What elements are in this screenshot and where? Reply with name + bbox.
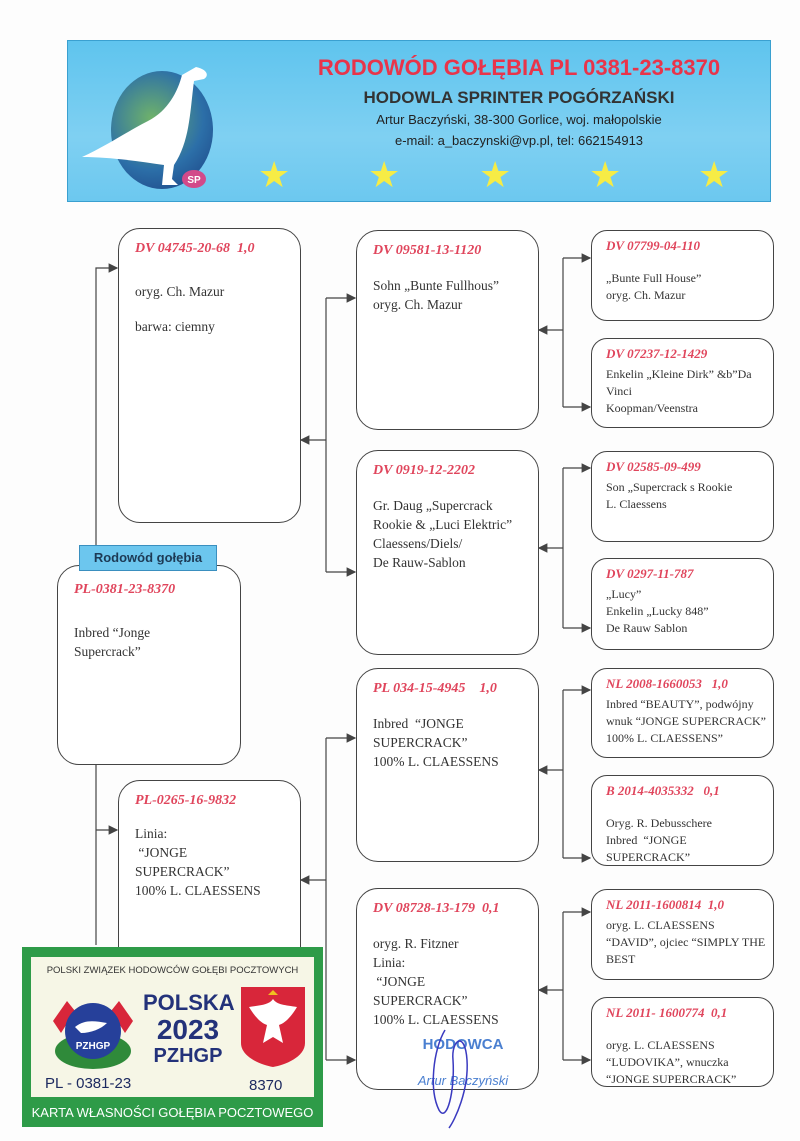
pzhgp-emblem-icon xyxy=(45,981,141,1073)
note: Gr. Daug „Supercrack xyxy=(373,498,493,513)
ring-number: DV 0297-11-787 xyxy=(606,566,694,581)
note: „Lucy” xyxy=(606,587,642,601)
great-grandparent-box xyxy=(591,230,774,321)
pedigree-title: RODOWÓD GOŁĘBIA PL 0381-23-8370 xyxy=(317,55,721,80)
ring-number: DV 0919-12-2202 xyxy=(373,463,476,478)
ring-number: NL 2008-1660053 1,0 xyxy=(606,676,728,691)
ring-number: DV 02585-09-499 xyxy=(606,459,701,474)
note: wnuk “JONGE SUPERCRACK” xyxy=(606,714,767,728)
great-grandparent-box xyxy=(591,451,774,542)
logo-text: SP xyxy=(187,175,201,186)
note: oryg. L. CLAESSENS xyxy=(606,918,715,932)
great-grandparent-box xyxy=(591,889,774,980)
grandparent-box xyxy=(356,230,539,430)
ring-number: PL-0381-23-8370 xyxy=(74,582,176,597)
note: “DAVID”, ojciec “SIMPLY THE xyxy=(606,935,766,949)
note: De Rauw Sablon xyxy=(606,621,688,635)
signature xyxy=(425,1020,475,1130)
note: Linia: xyxy=(373,955,406,970)
grandparent-box xyxy=(356,668,539,862)
star-icon: ★ xyxy=(368,155,401,195)
star-icon: ★ xyxy=(589,155,622,195)
subject-box xyxy=(57,565,241,765)
ring-number: DV 08728-13-179 0,1 xyxy=(373,901,500,916)
loft-name: HODOWLA SPRINTER POGÓRZAŃSKI xyxy=(363,88,675,107)
note: Rookie & „Luci Elektric” xyxy=(373,517,513,532)
ring-number: B 2014-4035332 0,1 xyxy=(606,783,720,798)
great-grandparent-box xyxy=(591,668,774,758)
note xyxy=(606,258,759,270)
note: De Rauw-Sablon xyxy=(373,555,466,570)
ring-number: DV 09581-13-1120 xyxy=(373,243,482,258)
ring-number: DV 04745-20-68 1,0 xyxy=(135,241,255,256)
note: Inbred “JONGE xyxy=(373,716,464,731)
note: Linia: xyxy=(135,826,168,841)
note: oryg. R. Fitzner xyxy=(373,936,459,951)
note: “JONGE xyxy=(135,845,188,860)
sire-box xyxy=(118,228,301,523)
card-number: 8370 xyxy=(249,1077,283,1094)
emblem-text: PZHGP xyxy=(75,1041,111,1052)
star-icon: ★ xyxy=(698,155,731,195)
ownership-card xyxy=(22,947,323,1127)
stamp-name: Artur Baczyński xyxy=(417,1073,509,1088)
star-icon: ★ xyxy=(479,155,512,195)
note: “LUDOVIKA”, wnuczka xyxy=(606,1055,729,1069)
note: BEST xyxy=(606,952,636,966)
great-grandparent-box xyxy=(591,775,774,866)
note: SUPERCRACK” xyxy=(373,735,468,750)
card-year: 2023 xyxy=(156,1014,220,1045)
note: Koopman/Veenstra xyxy=(606,401,698,415)
note: SUPERCRACK” xyxy=(373,993,468,1008)
note xyxy=(606,1025,759,1037)
star-icon: ★ xyxy=(258,155,291,195)
note: 100% L. CLAESSENS xyxy=(135,883,261,898)
note: 100% L. CLAESSENS xyxy=(373,754,499,769)
note: barwa: ciemny xyxy=(135,319,215,334)
card-ring: PL - 0381-23 xyxy=(45,1075,132,1092)
note: 100% L. CLAESSENS xyxy=(373,1012,499,1027)
note: oryg. Ch. Mazur xyxy=(135,284,225,299)
ring-number: PL-0265-16-9832 xyxy=(135,793,237,808)
address: Artur Baczyński, 38-300 Gorlice, woj. małopolskie xyxy=(376,112,662,127)
note: Enkelin „Lucky 848” xyxy=(606,604,709,618)
card-org: POLSKI ZWIĄZEK HODOWCÓW GOŁĘBI POCZTOWYCH xyxy=(46,965,299,976)
note: Vinci xyxy=(606,384,632,398)
polish-eagle-icon xyxy=(241,987,305,1067)
ring-number: NL 2011- 1600774 0,1 xyxy=(606,1005,728,1020)
great-grandparent-box xyxy=(591,558,774,650)
note: oryg. Ch. Mazur xyxy=(373,297,463,312)
note: „Bunte Full House” xyxy=(606,271,702,285)
note: Inbred “BEAUTY”, podwójny xyxy=(606,697,754,711)
note: “JONGE xyxy=(373,974,426,989)
note: Oryg. R. Debusschere xyxy=(606,816,712,830)
note: Supercrack” xyxy=(74,644,141,659)
note: Inbred “JONGE xyxy=(606,833,687,847)
card-abbr: PZHGP xyxy=(153,1045,223,1067)
note: L. Claessens xyxy=(606,497,667,511)
note: Enkelin „Kleine Dirk” &b”Da xyxy=(606,367,752,381)
note: SUPERCRACK” xyxy=(606,850,691,864)
note: Inbred “Jonge xyxy=(74,625,151,640)
card-country-year xyxy=(143,991,233,1067)
grandparent-box xyxy=(356,450,539,655)
ring-number: NL 2011-1600814 1,0 xyxy=(606,897,724,912)
note: Sohn „Bunte Fullhous” xyxy=(373,278,500,293)
ring-number: DV 07799-04-110 xyxy=(606,238,701,253)
contact: e-mail: a_baczynski@vp.pl, tel: 662154913 xyxy=(394,133,644,148)
note: 100% L. CLAESSENS” xyxy=(606,731,723,745)
ring-number: DV 07237-12-1429 xyxy=(606,346,708,361)
note: oryg. Ch. Mazur xyxy=(606,288,686,302)
note: Claessens/Diels/ xyxy=(373,536,463,551)
note: “JONGE SUPERCRACK” xyxy=(606,1072,737,1086)
great-grandparent-box xyxy=(591,338,774,428)
note xyxy=(606,803,759,815)
note: oryg. L. CLAESSENS xyxy=(606,1038,715,1052)
ring-number: PL 034-15-4945 1,0 xyxy=(373,681,497,696)
pedigree-label: Rodowód gołębia xyxy=(79,545,217,571)
great-grandparent-box xyxy=(591,997,774,1087)
card-footer: KARTA WŁASNOŚCI GOŁĘBIA POCZTOWEGO xyxy=(31,1105,314,1120)
card-country: POLSKA xyxy=(143,990,235,1015)
stamp-title: HODOWCA xyxy=(422,1036,504,1053)
note: SUPERCRACK” xyxy=(135,864,230,879)
note: Son „Supercrack s Rookie xyxy=(606,480,733,494)
